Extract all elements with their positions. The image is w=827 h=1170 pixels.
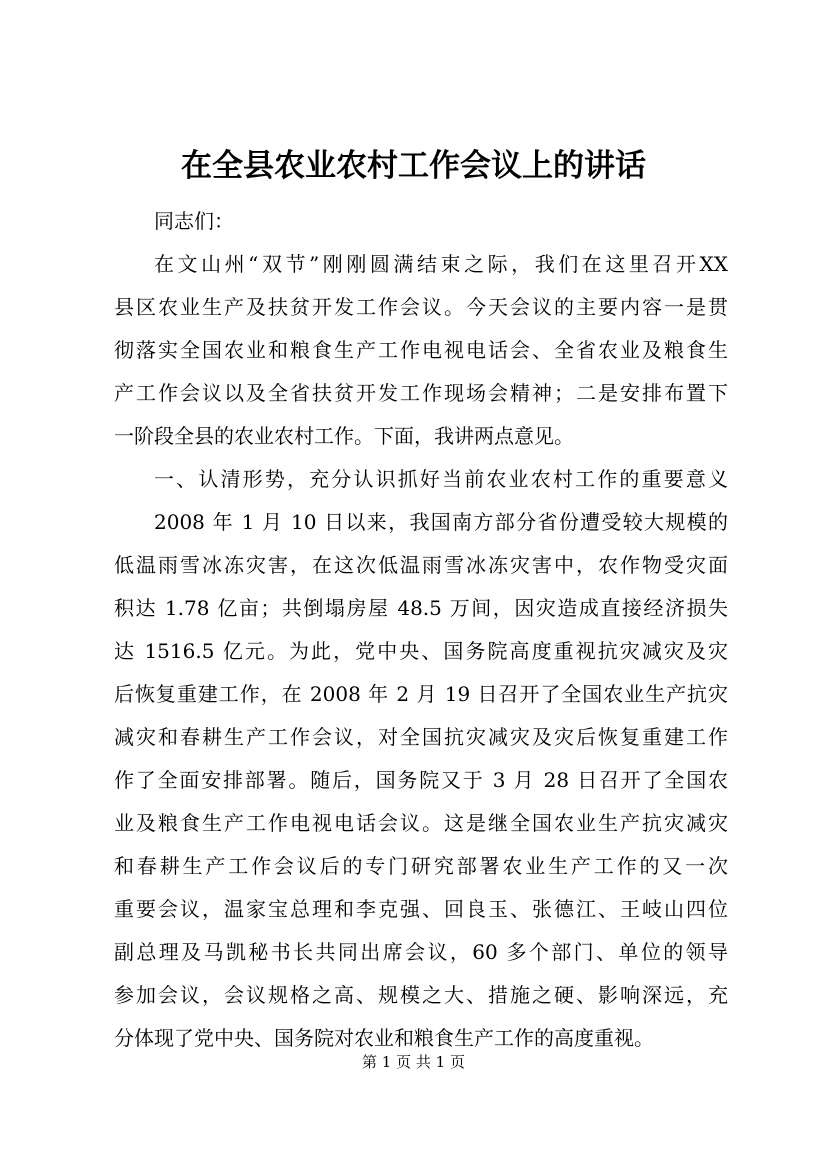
- document-title: 在全县农业农村工作会议上的讲话: [181, 148, 646, 184]
- body-line: 作了全面安排部署。随后，国务院又于 3 月 28 日召开了全国农: [114, 768, 728, 792]
- body-line: 参加会议，会议规格之高、规模之大、措施之硬、影响深远，充: [114, 983, 728, 1007]
- body-line: 一阶段全县的农业农村工作。下面，我讲两点意见。: [114, 424, 574, 448]
- body-line: 重要会议，温家宝总理和李克强、回良玉、张德江、王岐山四位: [114, 897, 728, 921]
- body-line: 2008 年 1 月 10 日以来，我国南方部分省份遭受较大规模的: [154, 510, 728, 534]
- body-line: 低温雨雪冰冻灾害，在这次低温雨雪冰冻灾害中，农作物受灾面: [114, 553, 728, 577]
- body-line: 达 1516.5 亿元。为此，党中央、国务院高度重视抗灾减灾及灾: [114, 639, 728, 663]
- section-heading: 一、认清形势，充分认识抓好当前农业农村工作的重要意义: [154, 467, 728, 491]
- body-line: 在文山州“双节”刚刚圆满结束之际，我们在这里召开XX: [154, 252, 728, 276]
- salutation-line: 同志们：: [154, 209, 234, 233]
- body-line: 后恢复重建工作，在 2008 年 2 月 19 日召开了全国农业生产抗灾: [114, 682, 728, 706]
- page-number-footer: 第 1 页 共 1 页: [362, 1053, 465, 1071]
- body-line: 分体现了党中央、国务院对农业和粮食生产工作的高度重视。: [114, 1026, 654, 1050]
- body-line: 积达 1.78 亿亩；共倒塌房屋 48.5 万间，因灾造成直接经济损失: [114, 596, 728, 620]
- body-line: 产工作会议以及全省扶贫开发工作现场会精神；二是安排布置下: [114, 381, 728, 405]
- body-line: 县区农业生产及扶贫开发工作会议。今天会议的主要内容一是贯: [114, 295, 728, 319]
- body-line: 业及粮食生产工作电视电话会议。这是继全国农业生产抗灾减灾: [114, 811, 728, 835]
- body-line: 和春耕生产工作会议后的专门研究部署农业生产工作的又一次: [114, 854, 728, 878]
- body-line: 彻落实全国农业和粮食生产工作电视电话会、全省农业及粮食生: [114, 338, 728, 362]
- body-line: 副总理及马凯秘书长共同出席会议，60 多个部门、单位的领导: [114, 940, 728, 964]
- document-body: [114, 200, 728, 1060]
- body-line: 减灾和春耕生产工作会议，对全国抗灾减灾及灾后恢复重建工作: [114, 725, 728, 749]
